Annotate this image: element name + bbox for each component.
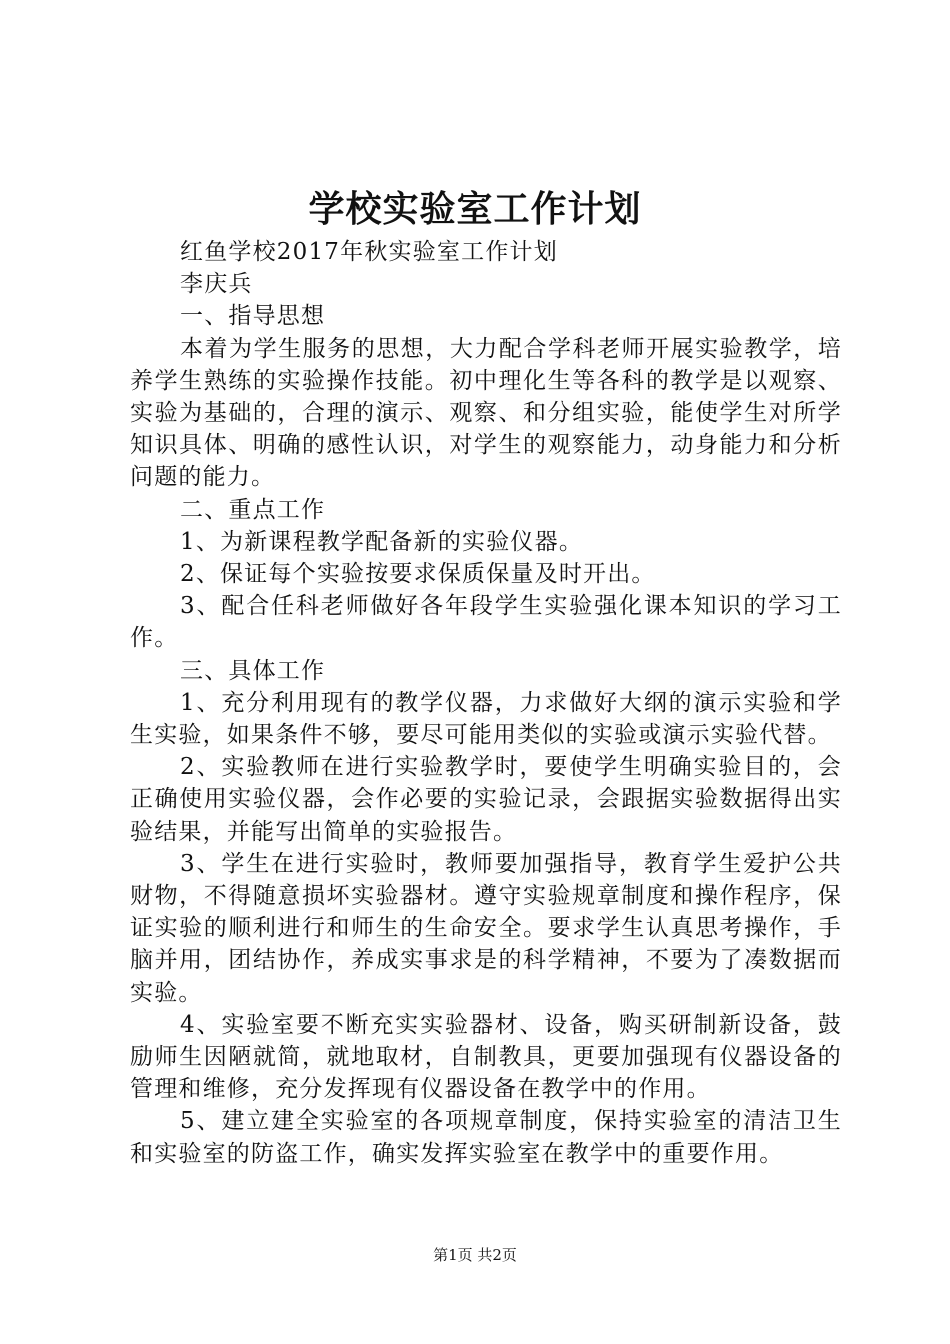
subtitle-line: 红鱼学校2017年秋实验室工作计划 — [180, 239, 558, 265]
specific-work-item-1: 1、充分利用现有的教学仪器，力求做好大纲的演示实验和学生实验，如果条件不够，要尽可能用类似的实验或演示实验代替。 — [130, 689, 842, 749]
document-body — [130, 236, 842, 1170]
specific-work-item-5: 5、建立建全实验室的各项规章制度，保持实验室的清洁卫生和实验室的防盗工作，确实发挥实验室在教学中的重要作用。 — [130, 1108, 842, 1167]
section-heading-key-work: 二、重点工作 — [180, 496, 326, 523]
paragraph-guiding-idea: 本着为学生服务的思想，大力配合学科老师开展实验教学，培养学生熟练的实验操作技能。初中理化生等各科的教学是以观察、实验为基础的，合理的演示、观察、和分组实验，能使学生对所学知识具体、明确的感性认识，对学生的观察能力，动身能力和分析问题的能力。 — [130, 335, 842, 491]
page-footer: 第1页 共2页 — [433, 1246, 517, 1264]
section-heading-specific-work: 三、具体工作 — [180, 657, 326, 684]
specific-work-item-3: 3、学生在进行实验时，教师要加强指导，教育学生爱护公共财物，不得随意损坏实验器材。遵守实验规章制度和操作程序，保证实验的顺利进行和师生的生命安全。要求学生认真思考操作，手脑并用，团结协作，养成实事求是的科学精神，不要为了凑数据而实验。 — [130, 850, 842, 1006]
key-work-item-1: 1、为新课程教学配备新的实验仪器。 — [180, 528, 584, 555]
document-title: 学校实验室工作计划 — [308, 188, 642, 230]
key-work-item-3: 3、配合任科老师做好各年段学生实验强化课本知识的学习工作。 — [130, 593, 842, 652]
specific-work-item-4: 4、实验室要不断充实实验器材、设备，购买研制新设备，鼓励师生因陋就简，就地取材，自制教具，更要加强现有仪器设备的管理和维修，充分发挥现有仪器设备在教学中的作用。 — [130, 1011, 842, 1103]
specific-work-item-2: 2、实验教师在进行实验教学时，要使学生明确实验目的，会正确使用实验仪器，会作必要的实验记录，会跟据实验数据得出实验结果，并能写出简单的实验报告。 — [130, 754, 842, 845]
key-work-item-2: 2、保证每个实验按要求保质保量及时开出。 — [180, 561, 656, 588]
author-line: 李庆兵 — [180, 271, 253, 298]
section-heading-guiding-idea: 一、指导思想 — [180, 303, 326, 330]
